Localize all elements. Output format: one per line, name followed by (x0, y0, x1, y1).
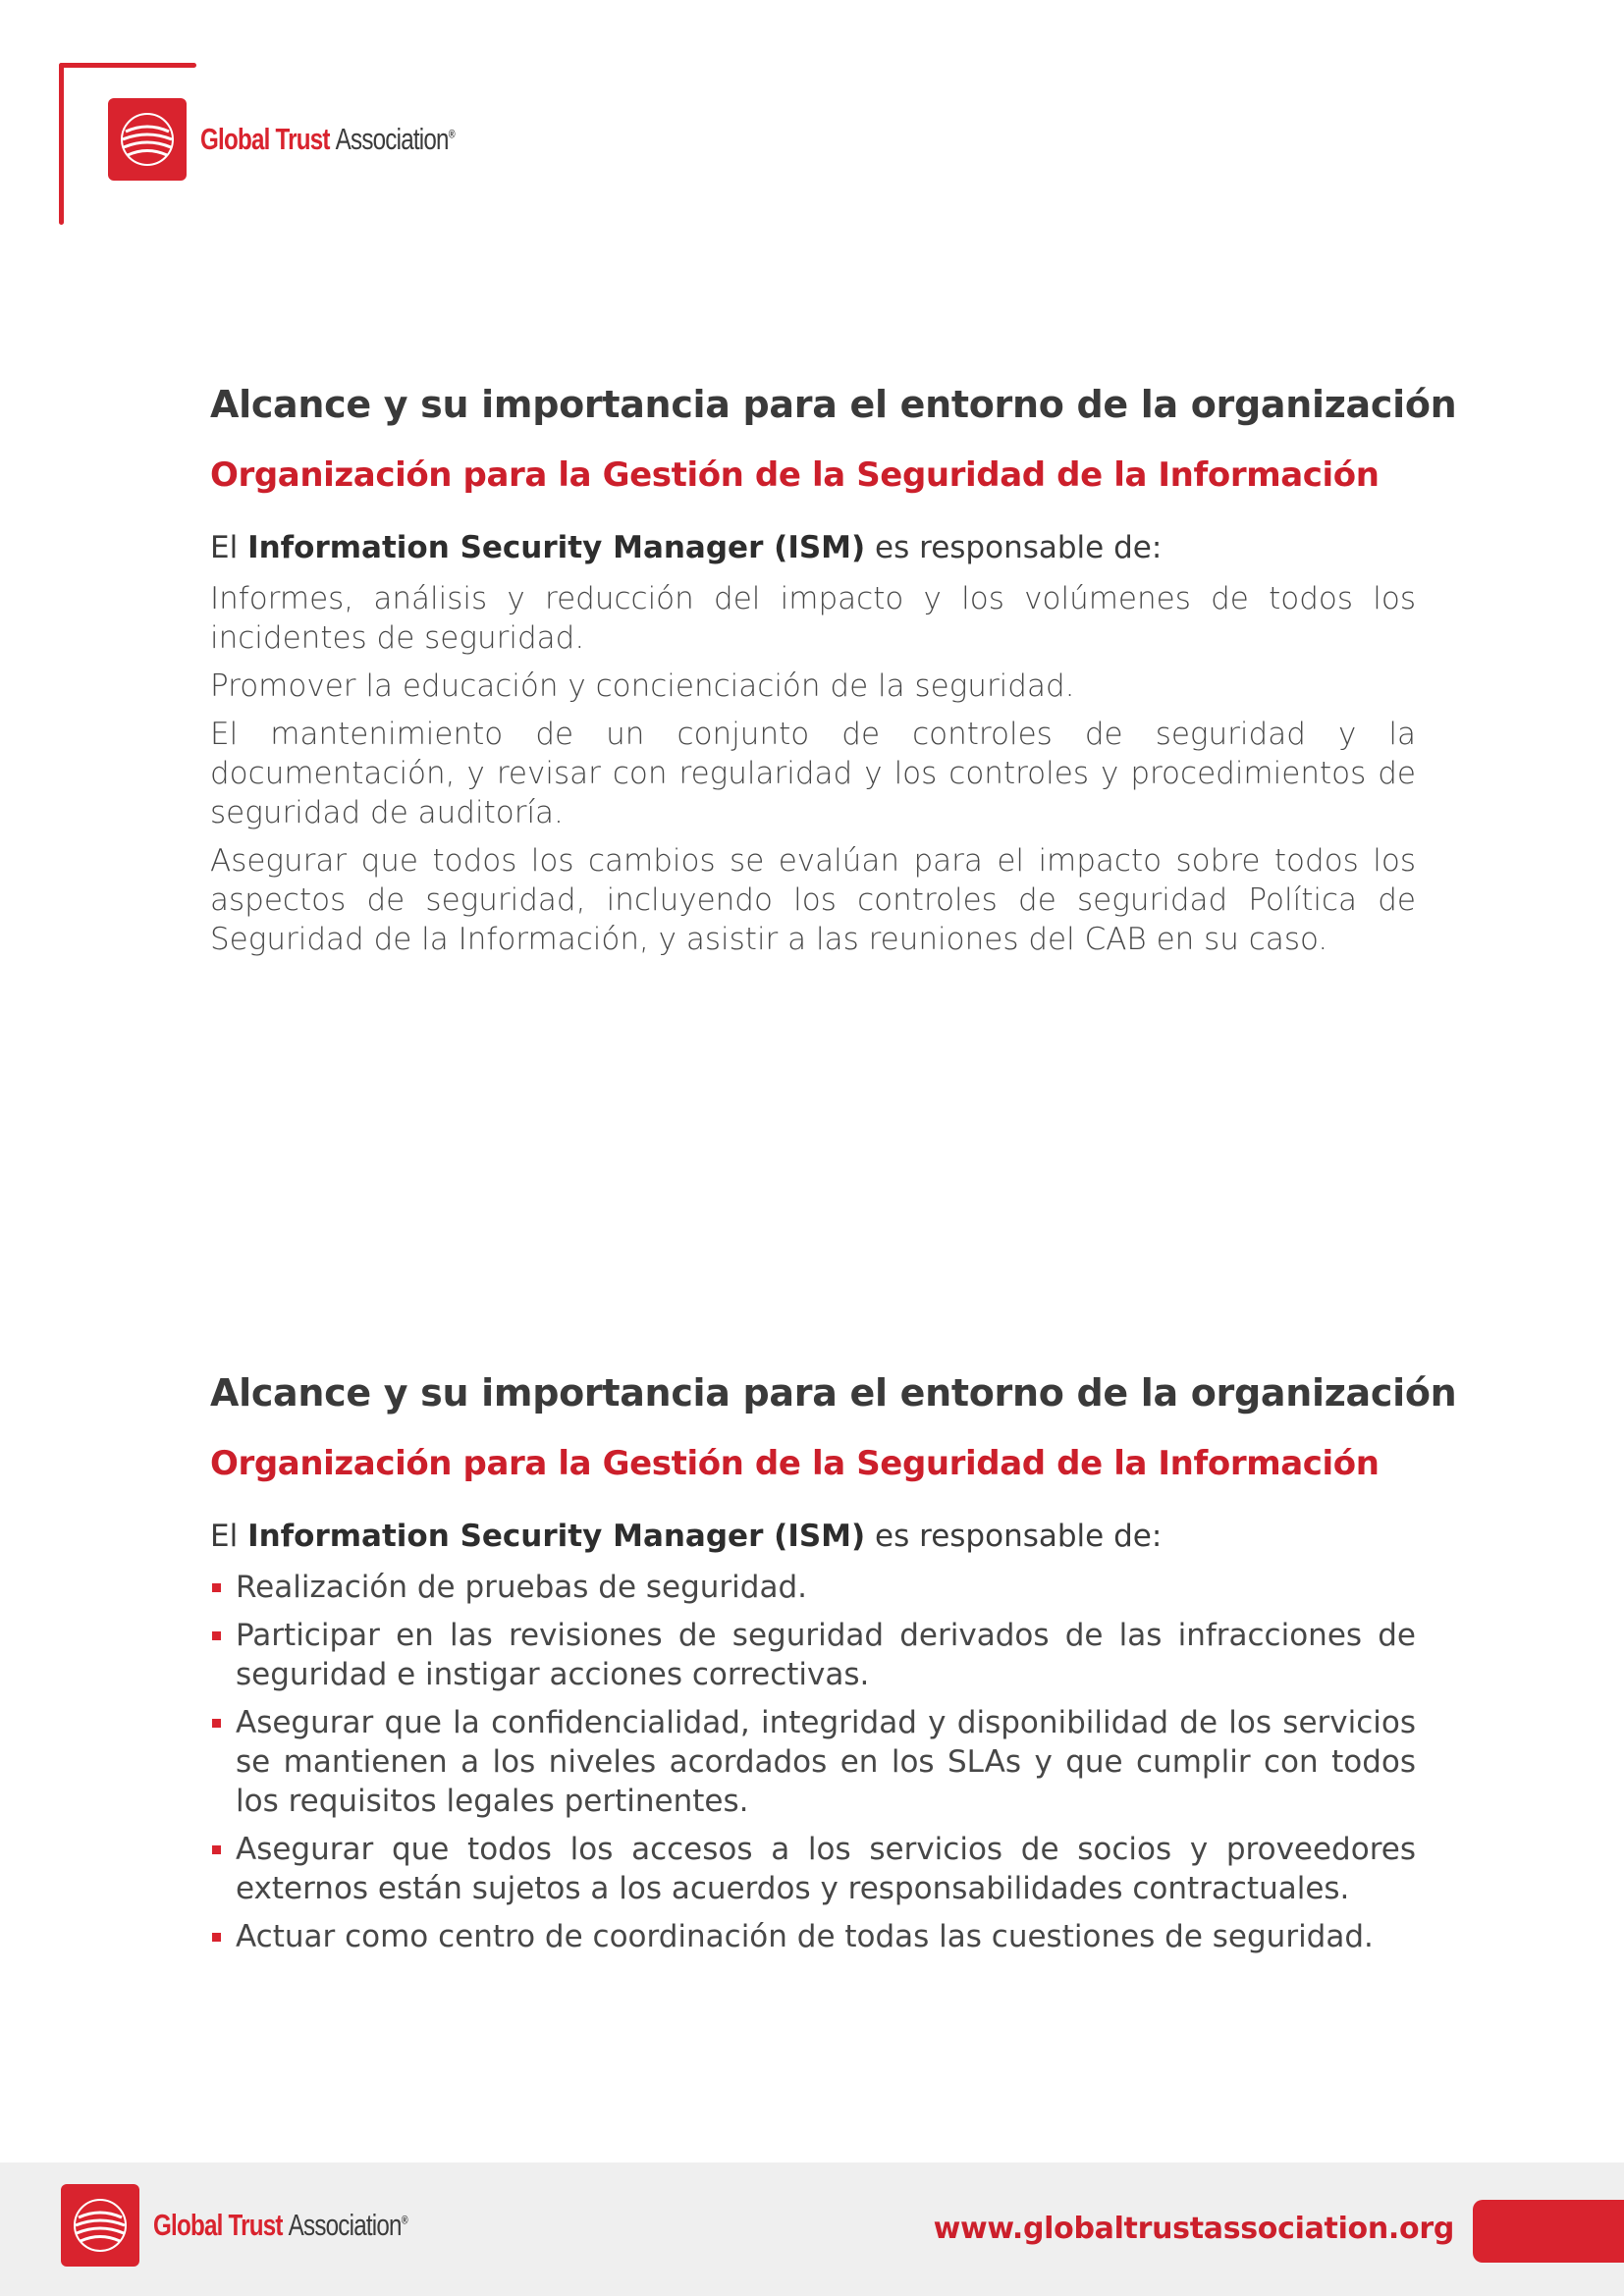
intro-prefix: El (210, 530, 248, 565)
responsibility-list (210, 1568, 1416, 1956)
registered-mark: ® (448, 127, 455, 141)
section-1-subtitle: Organización para la Gestión de la Seguridad de la Información (210, 455, 1380, 495)
footer-accent-bar (1473, 2200, 1624, 2263)
footer-logo (61, 2184, 479, 2267)
red-square-bullet-icon (212, 1719, 221, 1728)
section-1-paragraph: Promover la educación y concienciación de la seguridad. (210, 668, 1075, 704)
list-item (210, 1917, 1416, 1956)
corner-bracket-horizontal (59, 63, 196, 68)
brand-name-part2: Association (335, 122, 449, 156)
brand-name-part1: Global Trust (153, 2208, 283, 2242)
brand-name (200, 122, 455, 157)
red-square-bullet-icon (212, 1845, 221, 1854)
list-item (210, 1703, 1416, 1821)
list-item-text: Asegurar que todos los accesos a los servicios de socios y proveedores externos están sujetos a los acuerdos y responsabilidades contractuales. (236, 1832, 1416, 1906)
footer-brand-name (153, 2208, 407, 2243)
corner-bracket-vertical (59, 63, 64, 225)
red-square-bullet-icon (212, 1583, 221, 1592)
footer-website-link[interactable]: www.globaltrustassociation.org (933, 2212, 1454, 2246)
brand-name-part2: Association (288, 2208, 402, 2242)
intro-prefix: El (210, 1519, 248, 1554)
red-square-bullet-icon (212, 1933, 221, 1942)
list-item (210, 1616, 1416, 1694)
list-item (210, 1568, 1416, 1607)
brand-name-part1: Global Trust (200, 122, 330, 156)
red-square-bullet-icon (212, 1631, 221, 1640)
section-2 (210, 1371, 1457, 1965)
section-1-paragraph: Informes, análisis y reducción del impacto y los volúmenes de todos los incidentes de seguridad. (210, 581, 1416, 656)
list-item-text: Asegurar que la confidencialidad, integridad y disponibilidad de los servicios se mantienen a los niveles acordados en los SLAs y que cumplir con todos los requisitos legales pertinentes. (236, 1705, 1416, 1819)
section-2-intro (210, 1517, 1416, 1556)
section-1-paragraph: El mantenimiento de un conjunto de controles de seguridad y la documentación, y revisar con regularidad y los controles y procedimientos de seguridad de auditoría. (210, 717, 1416, 830)
section-2-subtitle: Organización para la Gestión de la Seguridad de la Información (210, 1444, 1380, 1483)
intro-bold: Information Security Manager (ISM) (247, 530, 866, 565)
intro-suffix: es responsable de: (865, 530, 1163, 565)
intro-bold: Information Security Manager (ISM) (247, 1519, 866, 1554)
section-2-title: Alcance y su importancia para el entorno de la organización (210, 1371, 1457, 1415)
list-item (210, 1830, 1416, 1908)
section-1-intro (210, 528, 1416, 567)
registered-mark: ® (401, 2213, 407, 2227)
list-item-text: Realización de pruebas de seguridad. (236, 1570, 807, 1605)
intro-suffix: es responsable de: (865, 1519, 1163, 1554)
list-item-text: Participar en las revisiones de seguridad derivados de las infracciones de seguridad e instigar acciones correctivas. (236, 1618, 1416, 1692)
header-logo (108, 98, 526, 181)
globe-logo-icon (108, 98, 187, 181)
globe-logo-icon (61, 2184, 139, 2267)
list-item-text: Actuar como centro de coordinación de todas las cuestiones de seguridad. (236, 1919, 1374, 1954)
section-1 (210, 383, 1457, 968)
section-1-paragraph: Asegurar que todos los cambios se evalúan para el impacto sobre todos los aspectos de seguridad, incluyendo los controles de seguridad Política de Seguridad de la Información, y asistir a las reuniones del CAB en su caso. (210, 843, 1416, 957)
section-1-title: Alcance y su importancia para el entorno de la organización (210, 383, 1457, 426)
